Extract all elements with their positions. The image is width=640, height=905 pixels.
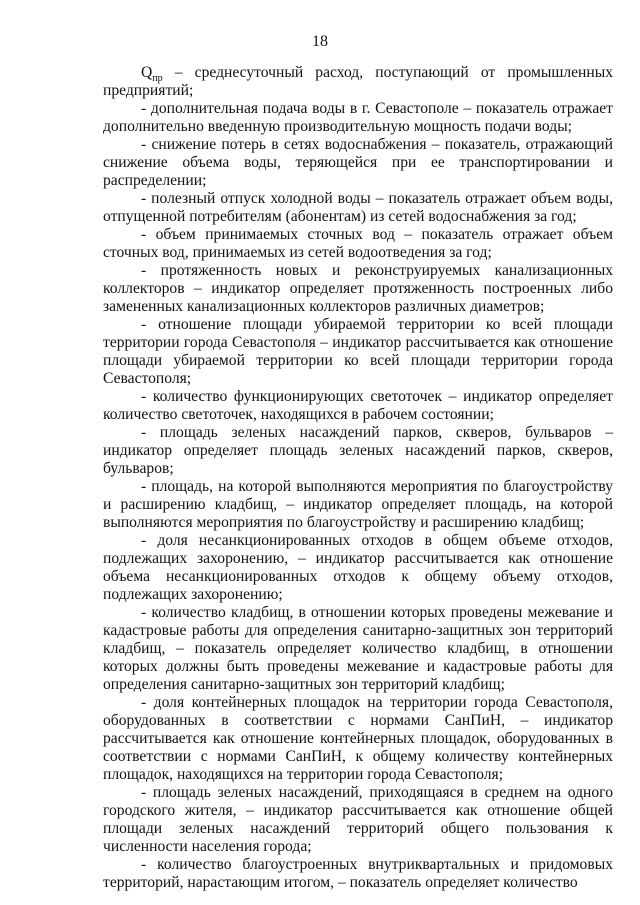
document-body [103,64,613,892]
paragraph-green-area-per-resident: - площадь зеленых насаждений, приходящаяся в среднем на одного городского жителя, – индикатор рассчитывается как отношение общей площади зеленых насаждений территорий общего пользования к численности населения города; [103,784,613,855]
formula-subscript: пр [152,73,163,85]
paragraph-cold-water-supply: - полезный отпуск холодной воды – показатель отражает объем воды, отпущенной потребителям (абонентам) из сетей водоснабжения за год; [103,190,613,225]
paragraph-qpr-definition [103,64,613,100]
formula-symbol: Q [141,64,153,81]
paragraph-loss-reduction: - снижение потерь в сетях водоснабжения – показатель, отражающий снижение объема воды, теряющейся при ее транспортировании и распределении; [103,136,613,189]
paragraph-unauthorized-waste: - доля несанкционированных отходов в общем объеме отходов, подлежащих захоронению, – индикатор рассчитывается как отношение объема несанкционированных отходов к общему объему отходов, подлежащих захоронению; [103,532,613,603]
paragraph-wastewater-volume: - объем принимаемых сточных вод – показатель отражает объем сточных вод, принимаемых из сетей водоотведения за год; [103,226,613,261]
paragraph-improved-yards: - количество благоустроенных внутриквартальных и придомовых территорий, нарастающим итогом, – показатель определяет количество [103,856,613,891]
paragraph-cemetery-improvement: - площадь, на которой выполняются мероприятия по благоустройству и расширению кладбищ, – индикатор определяет площадь, на которой выполняются мероприятия по благоустройству и расширению кладбищ; [103,478,613,531]
paragraph-cemetery-surveying: - количество кладбищ, в отношении которых проведены межевание и кадастровые работы для определения санитарно-защитных зон территорий кладбищ, – показатель определяет количество кладбищ, в отношении которых должны быть проведены межевание и кадастровые работы для определения санитарно-защитных зон территорий кладбищ; [103,604,613,693]
paragraph-additional-water-supply: - дополнительная подача воды в г. Севастополе – показатель отражает дополнительно введенную производительную мощность подачи воды; [103,100,613,135]
paragraph-street-lights: - количество функционирующих светоточек – индикатор определяет количество светоточек, находящихся в рабочем состоянии; [103,388,613,423]
paragraph-text: – среднесуточный расход, поступающий от промышленных предприятий; [103,64,613,99]
paragraph-green-areas-parks: - площадь зеленых насаждений парков, скверов, бульваров – индикатор определяет площадь зеленых насаждений парков, скверов, бульваров; [103,424,613,477]
paragraph-container-sites: - доля контейнерных площадок на территории города Севастополя, оборудованных в соответствии с нормами СанПиН, – индикатор рассчитывается как отношение контейнерных площадок, оборудованных в соответствии с нормами СанПиН, к общему количеству контейнерных площадок, находящихся на территории города Севастополя; [103,694,613,783]
page-number: 18 [312,33,328,50]
paragraph-cleaned-area-ratio: - отношение площади убираемой территории ко всей площади территории города Севастополя – индикатор рассчитывается как отношение площади убираемой территории ко всей площади территории города Севастополя; [103,316,613,387]
paragraph-sewer-collectors: - протяженность новых и реконструируемых канализационных коллекторов – индикатор определяет протяженность построенных либо замененных канализационных коллекторов различных диаметров; [103,262,613,315]
